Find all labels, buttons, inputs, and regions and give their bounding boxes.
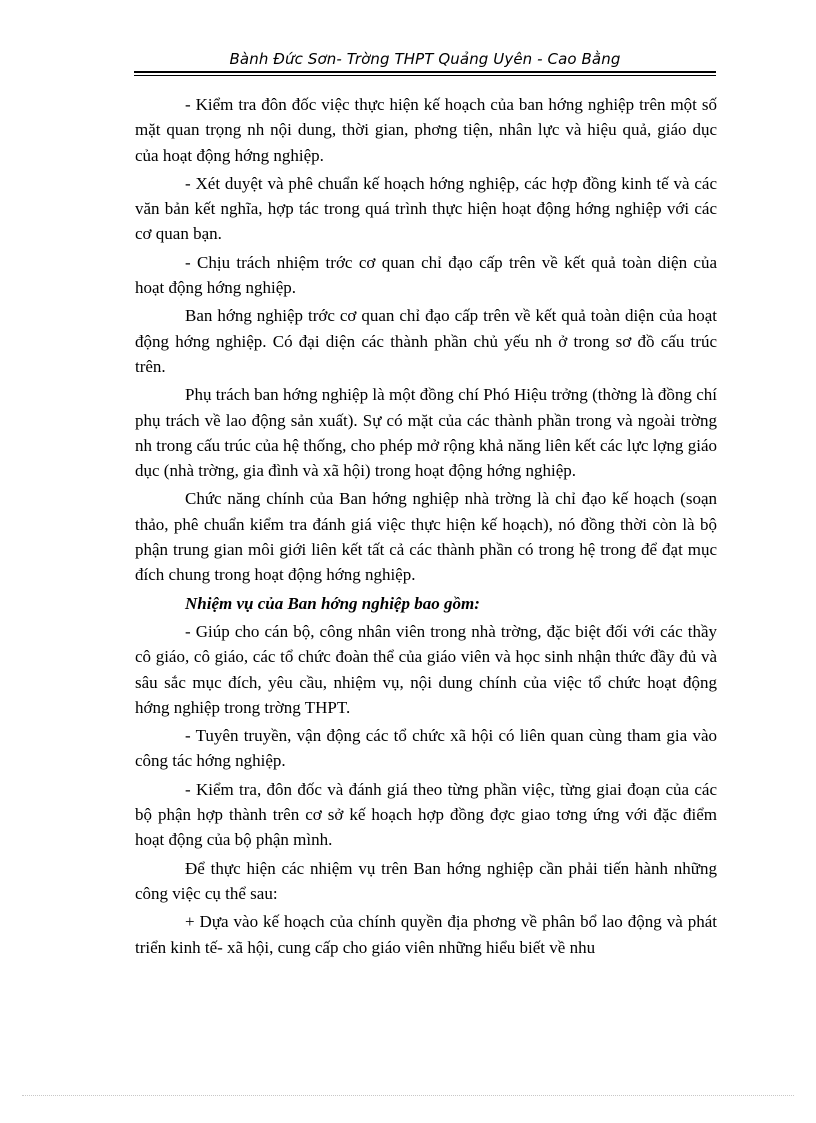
paragraph-2: - Xét duyệt và phê chuẩn kế hoạch hớng nghiệp, các hợp đồng kinh tế và các văn bản kết nghĩa, hợp tác trong quá trình thực hiện hoạt động hớng nghiệp với các cơ quan bạn. [135, 173, 717, 244]
paragraph-10: Để thực hiện các nhiệm vụ trên Ban hớng nghiệp cần phải tiến hành những công việc cụ thể sau: [135, 858, 717, 903]
paragraph-7: - Giúp cho cán bộ, công nhân viên trong nhà trờng, đặc biệt đối với các thầy cô giáo, cô giáo, các tổ chức đoàn thể của giáo viên và học sinh nhận thức đầy đủ và sâu sắc mục đích, yêu cầu, nhiệm vụ, nội dung chính của việc tổ chức hoạt động hớng nghiệp trong trờng THPT. [135, 621, 717, 717]
paragraph-5: Phụ trách ban hớng nghiệp là một đồng chí Phó Hiệu trởng (thờng là đồng chí phụ trách về lao động sản xuất). Sự có mặt của các thành phần trong và ngoài trờng nh trong cấu trúc của hệ thống, cho phép mở rộng khả năng liên kết các lực lợng giáo dục (nhà trờng, gia đình và xã hội) trong hoạt động hớng nghiệp. [135, 385, 717, 481]
section-heading: Nhiệm vụ của Ban hớng nghiệp bao gồm: [185, 593, 480, 613]
paragraph-6: Chức năng chính của Ban hớng nghiệp nhà trờng là chỉ đạo kế hoạch (soạn thảo, phê chuẩn kiểm tra đánh giá việc thực hiện kế hoạch), nó đồng thời còn là bộ phận trung gian môi giới liên kết tất cả các thành phần có trong hệ trong để đạt mục đích chung trong hoạt động hớng nghiệp. [135, 489, 717, 585]
page-bottom-dotted-line [22, 1095, 794, 1096]
page-header: Bành Đức Sơn- Trờng THPT Quảng Uyên - Cao Bằng [229, 50, 621, 68]
header-rule-thin [134, 75, 716, 76]
paragraph-11: + Dựa vào kế hoạch của chính quyền địa phơng về phân bổ lao động và phát triển kinh tế- xã hội, cung cấp cho giáo viên những hiểu biết về nhu [135, 912, 717, 957]
header-rule-thick [134, 71, 716, 73]
paragraph-9: - Kiểm tra, đôn đốc và đánh giá theo từng phần việc, từng giai đoạn của các bộ phận hợp thành trên cơ sở kế hoạch hợp đồng đợc giao tơng ứng với đặc điểm hoạt động của bộ phận mình. [135, 779, 717, 850]
paragraph-8: - Tuyên truyền, vận động các tổ chức xã hội có liên quan cùng tham gia vào công tác hớng nghiệp. [135, 726, 717, 771]
paragraph-4: Ban hớng nghiệp trớc cơ quan chỉ đạo cấp trên về kết quả toàn diện của hoạt động hớng nghiệp. Có đại diện các thành phần chủ yếu nh ở trong sơ đồ cấu trúc trên. [135, 306, 717, 376]
paragraph-3: - Chịu trách nhiệm trớc cơ quan chỉ đạo cấp trên về kết quả toàn diện của hoạt động hớng nghiệp. [135, 252, 717, 298]
paragraph-1: - Kiểm tra đôn đốc việc thực hiện kế hoạch của ban hớng nghiệp trên một số mặt quan trọng nh nội dung, thời gian, phơng tiện, nhân lực và hiệu quả, giáo dục của hoạt động hớng nghiệp. [135, 95, 717, 165]
document-body [135, 92, 717, 963]
